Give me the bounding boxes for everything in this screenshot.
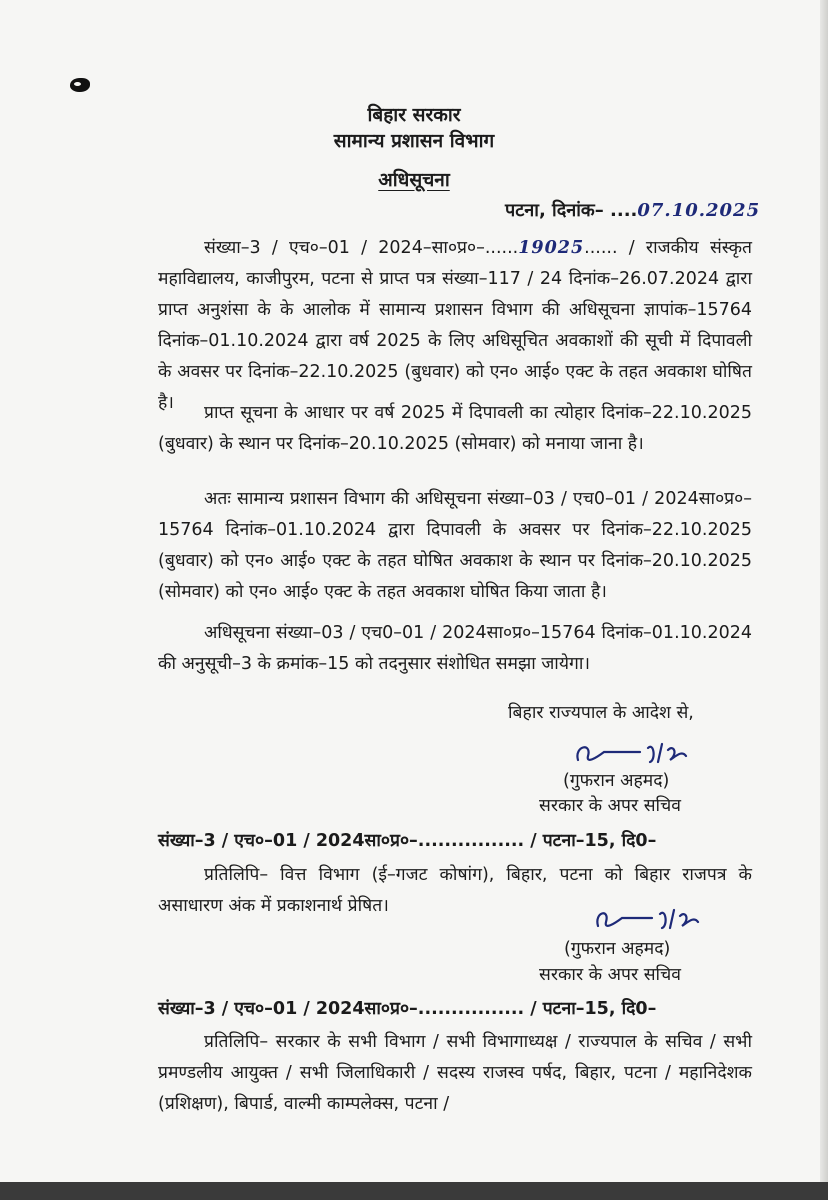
notification-number-prefix: संख्या–3 / एच०–01 / 2024–सा०प्र०– <box>204 238 485 258</box>
ink-blot <box>70 78 90 92</box>
dateline-dots: .... <box>610 200 638 221</box>
paragraph-1-text: / राजकीय संस्कृत महाविद्यालय, काजीपुरम, पटना से प्राप्त पत्र संख्या–117 / 24 दिनांक–26.07.2024 द्वारा प्राप्त अनुशंसा के के आलोक में सामान्य प्रशासन विभाग की अधिसूचना ज्ञापांक–15764 दिनांक–01.10.2024 द्वारा वर्ष 2025 के लिए अधिसूचित अवकाशों की सूची में दिपावली के अवसर पर दिनांक–22.10.2025 (बुधवार) को एन० आई० एक्ट के तहत अवकाश घोषित है। <box>158 238 752 413</box>
signatory-designation: सरकार के अपर सचिव <box>539 796 681 816</box>
dateline <box>505 198 760 222</box>
paragraph-2: प्राप्त सूचना के आधार पर वर्ष 2025 में दिपावली का त्योहार दिनांक–22.10.2025 (बुधवार) के स्थान पर दिनांक–20.10.2025 (सोमवार) को मनाया जाना है। <box>158 403 752 454</box>
paragraph-4: अधिसूचना संख्या–03 / एच0–01 / 2024सा०प्र०–15764 दिनांक–01.10.2024 की अनुसूची–3 के क्रमांक–15 को तदनुसार संशोधित समझा जायेगा। <box>158 623 752 674</box>
page-edge <box>820 0 828 1200</box>
signature-2 <box>590 900 730 934</box>
signature-1 <box>570 736 710 770</box>
signatory-name-2: (गुफरान अहमद) <box>564 939 671 959</box>
paragraph-1: संख्या–3 / एच०–01 / 2024–सा०प्र०–......19025...... / राजकीय संस्कृत महाविद्यालय, काजीपुरम, पटना से प्राप्त पत्र संख्या–117 / 24 दिनांक–26.07.2024 द्वारा प्राप्त अनुशंसा के के आलोक में सामान्य प्रशासन विभाग की अधिसूचना ज्ञापांक–15764 दिनांक–01.10.2024 द्वारा वर्ष 2025 के लिए अधिसूचित अवकाशों की सूची में दिपावली के अवसर पर दिनांक–22.10.2025 (बुधवार) को एन० आई० एक्ट के तहत अवकाश घोषित है। <box>158 238 752 413</box>
copy-1-text: प्रतिलिपि– वित्त विभाग (ई–गजट कोषांग), बिहार, पटना को बिहार राजपत्र के असाधारण अंक में प्रकाशनार्थ प्रेषित। <box>158 865 752 916</box>
signatory-name: (गुफरान अहमद) <box>563 771 670 791</box>
department-title: सामान्य प्रशासन विभाग <box>333 130 495 152</box>
number-dots: ...... <box>484 238 519 258</box>
copy-2-text: प्रतिलिपि– सरकार के सभी विभाग / सभी विभागाध्यक्ष / राज्यपाल के सचिव / सभी प्रमण्डलीय आयुक्त / सभी जिलाधिकारी / सदस्य राजस्व पर्षद, बिहार, पटना / महानिदेशक (प्रशिक्षण), बिपार्ड, वाल्मी काम्पलेक्स, पटना / <box>158 1032 752 1114</box>
handwritten-number: 19025 <box>518 238 585 258</box>
order-line: बिहार राज्यपाल के आदेश से, <box>508 703 694 723</box>
bottom-shadow <box>0 1182 828 1200</box>
govt-title: बिहार सरकार <box>367 104 461 126</box>
copy-1-reference: संख्या–3 / एच०–01 / 2024सा०प्र०–................ / पटना–15, दि0– <box>158 831 657 851</box>
dateline-label: पटना, दिनांक– <box>505 200 611 221</box>
paragraph-3: अतः सामान्य प्रशासन विभाग की अधिसूचना संख्या–03 / एच0–01 / 2024सा०प्र०–15764 दिनांक–01.10.2024 द्वारा दिपावली के अवसर पर दिनांक–22.10.2025 (बुधवार) को एन० आई० एक्ट के तहत घोषित अवकाश के स्थान पर दिनांक–20.10.2025 (सोमवार) को एन० आई० एक्ट के तहत अवकाश घोषित किया जाता है। <box>158 489 752 602</box>
handwritten-date: 07.10.2025 <box>637 200 761 221</box>
copy-2-reference: संख्या–3 / एच०–01 / 2024सा०प्र०–................ / पटना–15, दि0– <box>158 999 657 1019</box>
signatory-designation-2: सरकार के अपर सचिव <box>539 965 681 985</box>
doc-type-heading: अधिसूचना <box>378 169 450 191</box>
